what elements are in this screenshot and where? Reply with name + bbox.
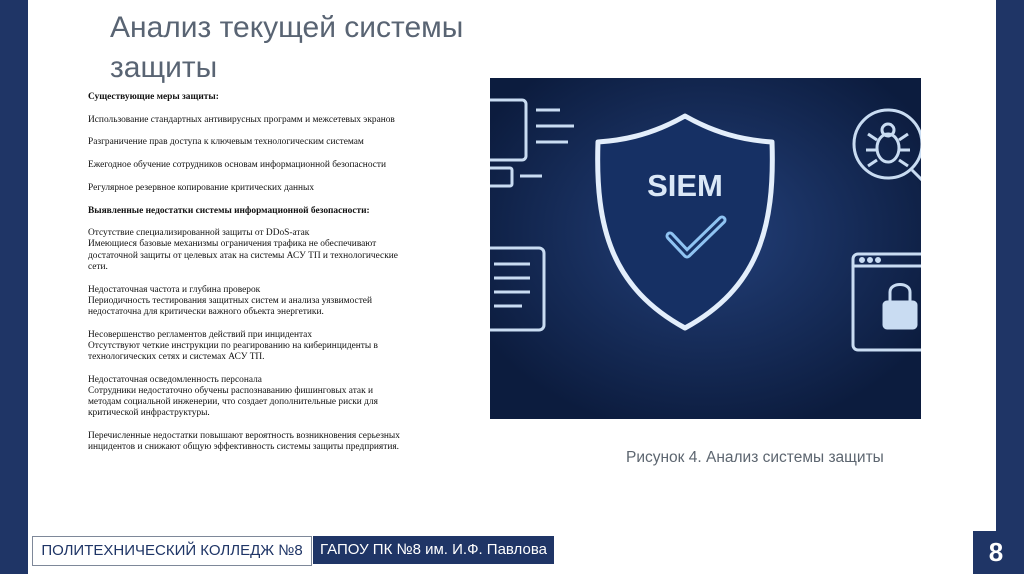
- slide-title: Анализ текущей системы защиты: [110, 11, 464, 84]
- weakness-audits: Недостаточная частота и глубина проверок Периодичность тестирования защитных систем и анализа уязвимостей недостаточна для критически важного объекта энергетики.: [88, 284, 372, 317]
- figure-caption: Рисунок 4. Анализ системы защиты: [626, 449, 884, 466]
- measure-access-control: Разграничение прав доступа к ключевым технологическим системам: [88, 137, 364, 148]
- right-accent-bar: [996, 0, 1024, 574]
- weakness-staff-awareness: Недостаточная осведомленность персонала Сотрудники недостаточно обучены распознаванию фишинговых атак и методам социальной инженерии, что создает дополнительные риски для критической инфраструктуры.: [88, 374, 378, 419]
- page-number: 8: [973, 531, 1019, 574]
- footer-institution-name: ГАПОУ ПК №8 им. И.Ф. Павлова: [313, 536, 554, 564]
- weakness-incident-procedures: Несовершенство регламентов действий при инцидентах Отсутствуют четкие инструкции по реагированию на киберинциденты в технологических сетях и системах АСУ ТП.: [88, 329, 378, 363]
- weaknesses-conclusion: Перечисленные недостатки повышают вероятность возникновения серьезных инцидентов и снижают общую эффективность системы защиты предприятия.: [88, 431, 400, 453]
- measure-antivirus: Использование стандартных антивирусных программ и межсетевых экранов: [88, 114, 395, 125]
- siem-label: SIEM: [647, 168, 723, 203]
- body-text: [88, 92, 408, 465]
- siem-illustration: [490, 78, 921, 419]
- measure-training: Ежегодное обучение сотрудников основам информационной безопасности: [88, 160, 387, 171]
- section-heading-existing-measures: Существующие меры защиты:: [88, 92, 219, 102]
- measure-backup: Регулярное резервное копирование критических данных: [88, 182, 315, 193]
- weakness-ddos: Отсутствие специализированной защиты от DDoS-атак Имеющиеся базовые механизмы ограничения трафика не обеспечивают достаточной защиты от целевых атак на системы АСУ ТП и технологические сети.: [88, 228, 398, 272]
- left-accent-bar: [0, 0, 28, 574]
- section-heading-weaknesses: Выявленные недостатки системы информационной безопасности:: [88, 205, 370, 216]
- footer-college-name: ПОЛИТЕХНИЧЕСКИЙ КОЛЛЕДЖ №8: [32, 536, 312, 566]
- siem-illustration-svg: [490, 78, 921, 419]
